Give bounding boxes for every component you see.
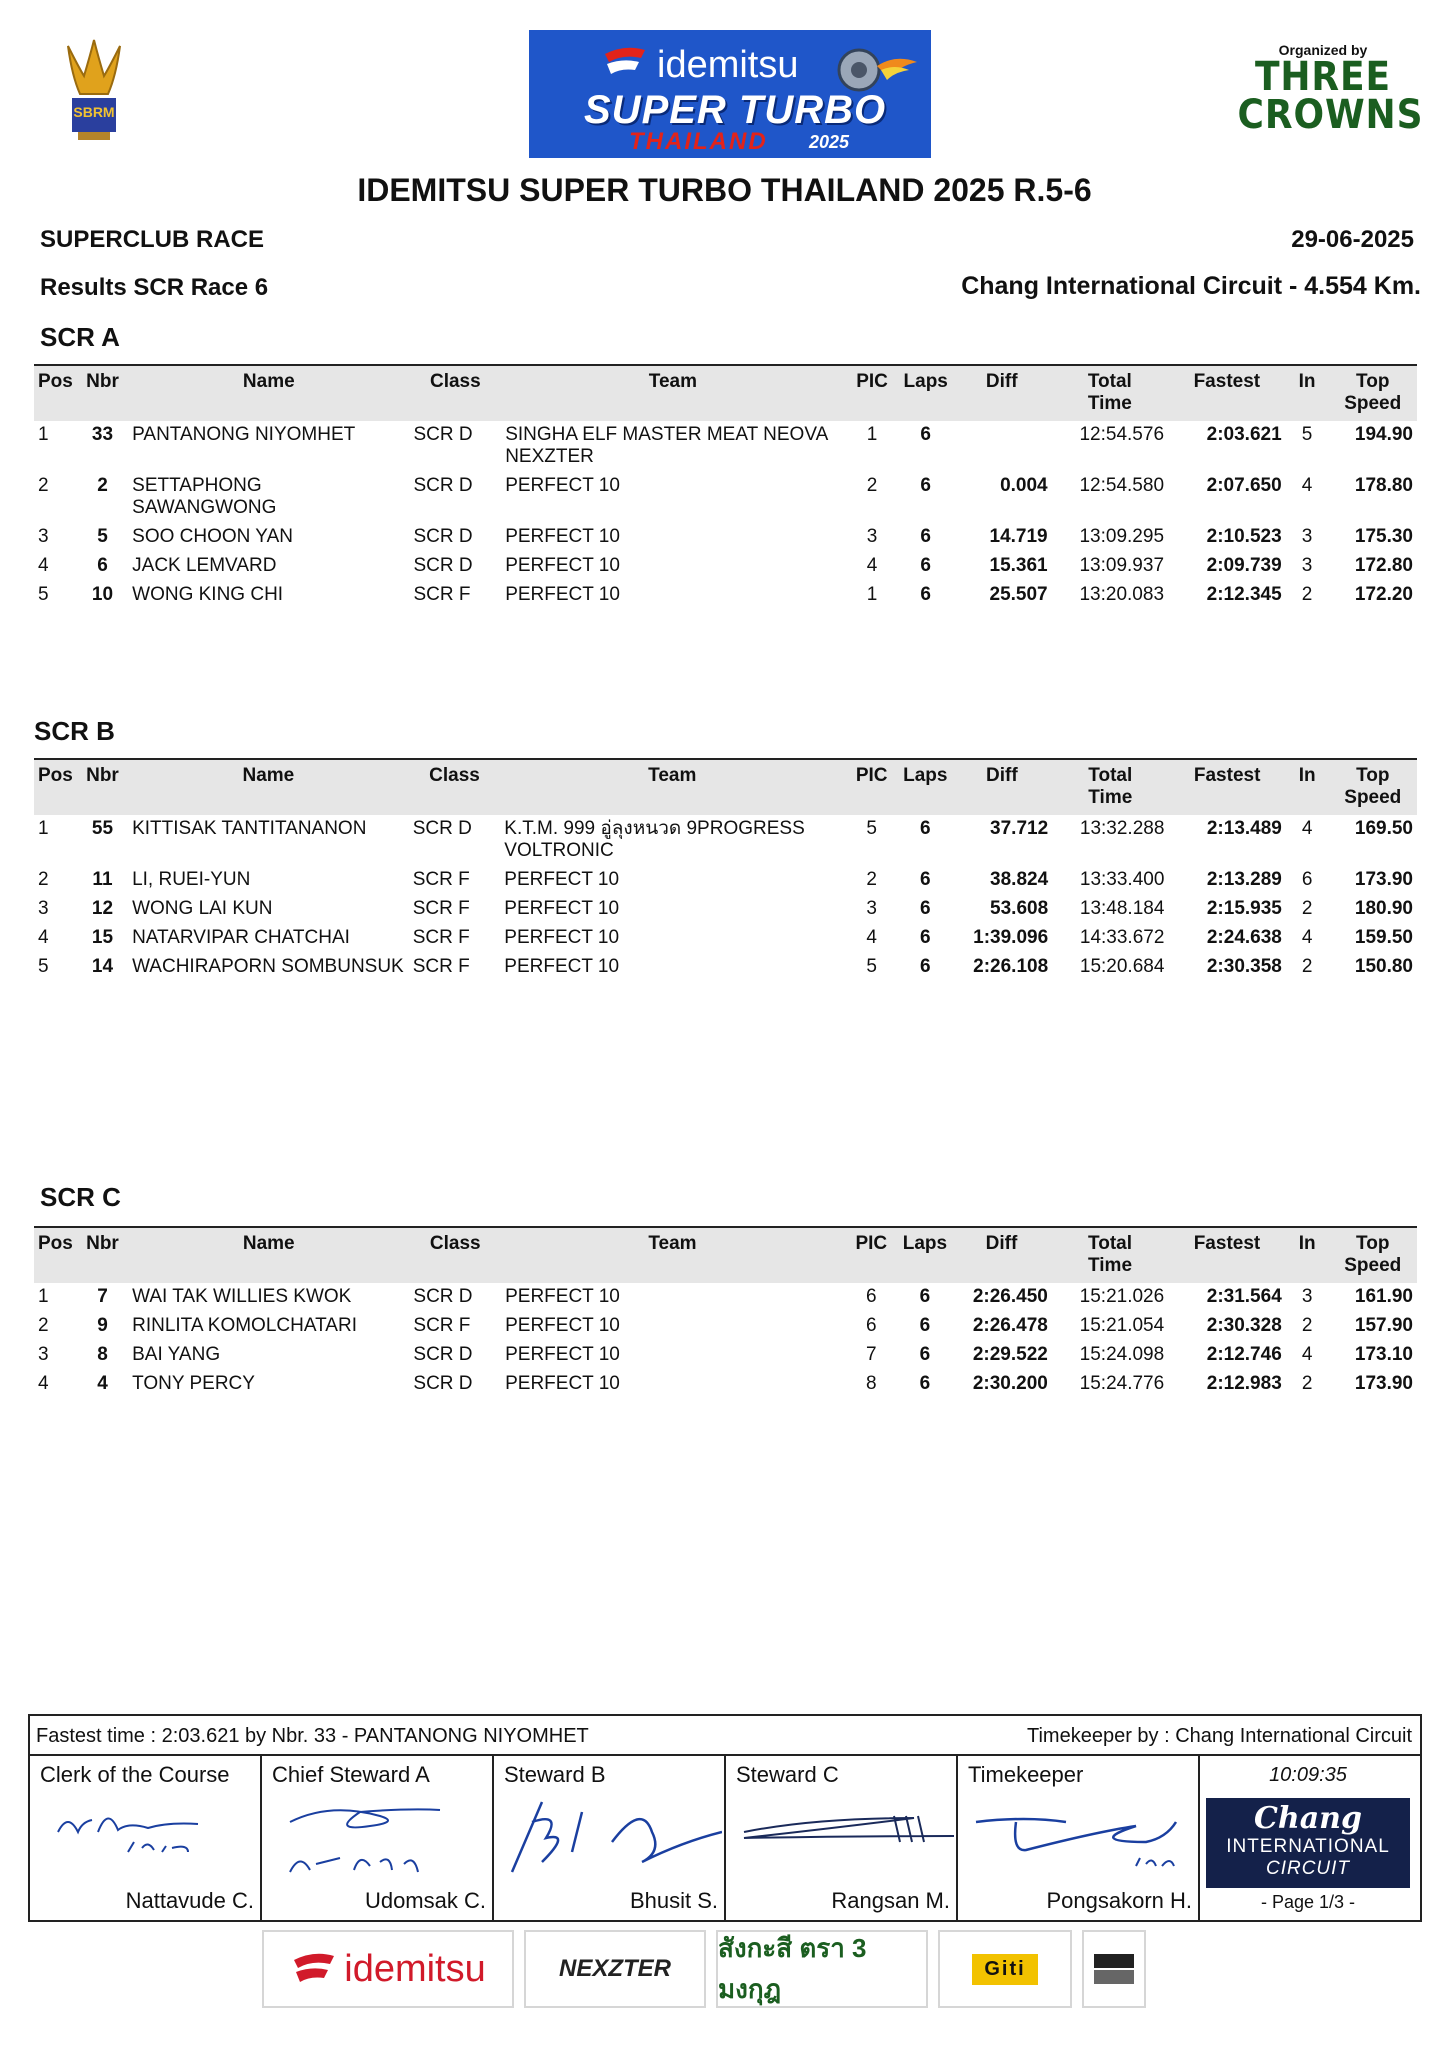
cell-team: PERFECT 10	[504, 869, 620, 890]
handwritten-signature	[502, 1792, 722, 1882]
sponsor-giti-text: Giti	[972, 1954, 1037, 1985]
cell-pos: 1	[38, 1286, 49, 1307]
column-header-line: Top	[1356, 765, 1390, 786]
cell-name: SOO CHOON YAN	[132, 526, 293, 547]
cell-pic: 5	[866, 818, 877, 839]
column-header-pic: PIC	[855, 765, 888, 786]
cell-nbr: 7	[97, 1286, 108, 1307]
signer-name: Nattavude C.	[125, 1888, 254, 1913]
column-header-pos: Pos	[38, 765, 73, 786]
cell-laps: 6	[919, 1373, 931, 1394]
column-header-total	[1052, 1227, 1168, 1283]
cell-nbr: 4	[97, 1373, 108, 1394]
section-title-scr-c: SCR C	[40, 1182, 121, 1212]
cell-diff: 2:26.478	[972, 1315, 1048, 1336]
cell-total: 15:21.026	[1079, 1286, 1165, 1307]
cell-nbr: 9	[97, 1315, 108, 1336]
cell-top: 159.50	[1354, 927, 1413, 948]
cell-fastest: 2:09.739	[1206, 555, 1282, 576]
cell-pos: 4	[38, 927, 49, 948]
column-header-line: Speed	[1344, 393, 1402, 414]
cell-team: PERFECT 10	[505, 475, 620, 496]
fastest-time-summary: Fastest time : 2:03.621 by Nbr. 33 - PANTANONG NIYOMHET	[36, 1725, 589, 1747]
cell-in: 2	[1301, 898, 1313, 919]
cell-name: WONG LAI KUN	[132, 898, 273, 919]
chang-logo-word: Chang	[1254, 1801, 1362, 1836]
cell-laps: 6	[919, 1286, 931, 1307]
cell-in: 4	[1301, 927, 1313, 948]
cell-top: 173.90	[1354, 1373, 1413, 1394]
cell-team: PERFECT 10	[505, 526, 620, 547]
column-header-top	[1328, 365, 1417, 421]
column-header-pos: Pos	[38, 1233, 73, 1254]
column-header-diff: Diff	[985, 1233, 1018, 1254]
event-title: IDEMITSU SUPER TURBO THAILAND 2025 R.5-6	[357, 172, 1092, 208]
idemitsu-flag-icon	[601, 44, 649, 89]
signature-role: Clerk of the Course	[40, 1762, 230, 1787]
table-header-row	[34, 365, 1417, 421]
cell-pos: 1	[38, 818, 49, 839]
results-table-scr-b	[34, 758, 1417, 982]
cell-fastest: 2:10.523	[1206, 526, 1282, 547]
sponsor-nexzter-text: NEXZTER	[558, 1955, 671, 1982]
column-header-line: Top	[1356, 1233, 1390, 1254]
cell-top: 173.10	[1354, 1344, 1413, 1365]
cell-top: 180.90	[1354, 898, 1413, 919]
table-row	[34, 1283, 1417, 1312]
cell-laps: 6	[919, 1315, 931, 1336]
cell-class: SCR D	[413, 555, 473, 576]
cell-pic: 1	[866, 424, 878, 445]
cell-total: 12:54.576	[1079, 424, 1165, 445]
column-header-class: Class	[429, 765, 480, 786]
cell-fastest: 2:30.328	[1206, 1315, 1282, 1336]
sponsor-bar	[262, 1930, 1192, 2008]
signature-cell-clerk	[30, 1756, 262, 1922]
cell-pic: 8	[866, 1373, 877, 1394]
cell-in: 4	[1301, 1344, 1313, 1365]
cell-laps: 6	[920, 526, 931, 547]
cell-team: SINGHA ELF MASTER MEAT NEOVA NEXZTER	[505, 424, 828, 467]
cell-laps: 6	[920, 956, 931, 977]
cell-name: WACHIRAPORN SOMBUNSUK	[132, 956, 404, 977]
cell-in: 3	[1301, 526, 1313, 547]
cell-class: SCR D	[412, 818, 472, 839]
cell-class: SCR F	[412, 927, 470, 948]
cell-diff: 1:39.096	[973, 927, 1049, 948]
cell-total: 13:09.937	[1079, 555, 1165, 576]
table-row	[34, 866, 1417, 895]
signature-cell-timekeeper	[958, 1756, 1200, 1922]
table-row	[34, 1341, 1417, 1370]
cell-class: SCR D	[413, 1373, 473, 1394]
cell-diff: 15.361	[989, 555, 1048, 576]
cell-top: 175.30	[1354, 526, 1413, 547]
cell-nbr: 12	[91, 898, 114, 919]
race-date: 29-06-2025	[1291, 226, 1414, 253]
column-header-total	[1052, 365, 1168, 421]
organizer-logo	[1228, 42, 1424, 142]
small-sponsor-icon	[1092, 1952, 1136, 1986]
cell-diff: 0.004	[1000, 475, 1048, 496]
cell-total: 15:24.098	[1079, 1344, 1165, 1365]
cell-team: PERFECT 10	[505, 584, 620, 605]
column-header-laps: Laps	[903, 765, 948, 786]
cell-laps: 6	[920, 555, 931, 576]
column-header-pic: PIC	[856, 371, 888, 392]
cell-nbr: 55	[91, 818, 114, 839]
signature-role: Timekeeper	[968, 1762, 1084, 1787]
cell-pic: 5	[866, 956, 877, 977]
publish-time: 10:09:35	[1269, 1764, 1347, 1786]
handwritten-signature	[734, 1792, 954, 1872]
table-row	[34, 1370, 1417, 1399]
cell-fastest: 2:24.638	[1206, 927, 1282, 948]
race-label: SUPERCLUB RACE	[40, 226, 265, 253]
cell-laps: 6	[919, 1344, 931, 1365]
cell-top: 169.50	[1354, 818, 1413, 839]
cell-diff: 14.719	[989, 526, 1048, 547]
cell-pic: 7	[866, 1344, 877, 1365]
column-header-top	[1329, 759, 1417, 815]
sponsor-small-logo	[1082, 1930, 1146, 2008]
organized-by-label: Organized by	[1278, 42, 1368, 58]
cell-laps: 6	[920, 869, 931, 890]
cell-total: 12:54.580	[1079, 475, 1165, 496]
cell-class: SCR F	[412, 956, 470, 977]
column-header-nbr: Nbr	[86, 371, 119, 392]
chang-logo-international: INTERNATIONAL	[1226, 1836, 1390, 1857]
cell-name: NATARVIPAR CHATCHAI	[132, 927, 350, 948]
table-row	[34, 472, 1417, 523]
cell-name: LI, RUEI-YUN	[132, 869, 251, 890]
cell-pic: 4	[866, 927, 877, 948]
column-header-class: Class	[429, 371, 481, 392]
sbrm-logo	[58, 36, 130, 146]
handwritten-signature	[270, 1792, 480, 1882]
cell-team: PERFECT 10	[505, 1315, 620, 1336]
cell-pic: 6	[866, 1315, 877, 1336]
cell-fastest: 2:31.564	[1206, 1286, 1282, 1307]
signature-cell-steward-c	[726, 1756, 958, 1922]
chang-circuit-logo	[1206, 1798, 1410, 1888]
cell-in: 4	[1301, 818, 1313, 839]
cell-name: TONY PERCY	[132, 1373, 255, 1394]
cell-pos: 4	[38, 1373, 49, 1394]
column-header-nbr: Nbr	[86, 765, 119, 786]
column-header-line: Time	[1088, 787, 1133, 808]
table-header-row	[34, 759, 1417, 815]
cell-top: 157.90	[1354, 1315, 1413, 1336]
cell-team: PERFECT 10	[504, 927, 620, 948]
cell-pic: 2	[866, 475, 878, 496]
cell-pos: 3	[38, 898, 49, 919]
cell-diff: 2:26.450	[972, 1286, 1048, 1307]
table-header-row	[34, 1227, 1417, 1283]
column-header-team: Team	[648, 1233, 697, 1254]
cell-nbr: 15	[91, 927, 114, 948]
cell-name: SETTAPHONG SAWANGWONG	[132, 475, 277, 518]
cell-fastest: 2:03.621	[1206, 424, 1282, 445]
event-logo-super-turbo: SUPER TURBO	[584, 88, 887, 132]
section-title-scr-a: SCR A	[40, 322, 120, 352]
column-header-line: Total	[1087, 371, 1132, 392]
column-header-team: Team	[648, 371, 697, 392]
circuit-label: Chang International Circuit - 4.554 Km.	[961, 272, 1421, 300]
column-header-name: Name	[242, 765, 295, 786]
cell-pos: 2	[38, 1315, 49, 1336]
cell-diff: 53.608	[990, 898, 1049, 919]
column-header-diff: Diff	[986, 765, 1018, 786]
cell-top: 150.80	[1354, 956, 1413, 977]
cell-name: WAI TAK WILLIES KWOK	[132, 1286, 352, 1307]
cell-in: 2	[1301, 1315, 1313, 1336]
cell-fastest: 2:12.983	[1206, 1373, 1282, 1394]
cell-laps: 6	[920, 584, 931, 605]
table-row	[34, 552, 1417, 581]
cell-laps: 6	[920, 927, 931, 948]
column-header-in: In	[1298, 765, 1316, 786]
cell-pos: 5	[38, 584, 49, 605]
cell-pic: 3	[866, 898, 877, 919]
cell-nbr: 10	[91, 584, 114, 605]
cell-laps: 6	[920, 475, 931, 496]
column-header-top	[1329, 1227, 1418, 1283]
event-logo-idemitsu: idemitsu	[657, 44, 799, 86]
table-row	[34, 895, 1417, 924]
cell-laps: 6	[920, 898, 931, 919]
cell-total: 13:32.288	[1079, 818, 1165, 839]
cell-total: 13:09.295	[1079, 526, 1165, 547]
cell-name: JACK LEMVARD	[132, 555, 277, 576]
table-row	[34, 924, 1417, 953]
column-header-line: Time	[1088, 1255, 1133, 1276]
column-header-laps: Laps	[902, 1233, 948, 1254]
cell-pic: 6	[866, 1286, 877, 1307]
cell-fastest: 2:12.345	[1206, 584, 1282, 605]
cell-fastest: 2:13.489	[1206, 818, 1282, 839]
cell-laps: 6	[920, 424, 931, 445]
cell-fastest: 2:30.358	[1206, 956, 1282, 977]
table-row	[34, 953, 1417, 982]
signature-role: Steward C	[736, 1762, 839, 1787]
cell-in: 3	[1301, 1286, 1313, 1307]
cell-class: SCR F	[413, 1315, 471, 1336]
cell-pos: 3	[38, 526, 49, 547]
column-header-line: Speed	[1344, 1255, 1402, 1276]
section-title-scr-b: SCR B	[34, 716, 115, 746]
cell-team: PERFECT 10	[505, 1373, 620, 1394]
cell-total: 15:20.684	[1079, 956, 1165, 977]
cell-pic: 2	[866, 869, 877, 890]
column-header-total	[1052, 759, 1168, 815]
cell-name: KITTISAK TANTITANANON	[132, 818, 367, 839]
cell-team: PERFECT 10	[505, 1344, 620, 1365]
footer-info-bar	[30, 1716, 1420, 1756]
cell-top: 172.80	[1354, 555, 1413, 576]
cell-nbr: 5	[97, 526, 108, 547]
column-header-in: In	[1298, 371, 1316, 392]
cell-total: 13:48.184	[1079, 898, 1165, 919]
cell-team: PERFECT 10	[504, 898, 620, 919]
cell-name: PANTANONG NIYOMHET	[132, 424, 356, 445]
column-header-line: Total	[1088, 1233, 1133, 1254]
cell-top: 172.20	[1354, 584, 1413, 605]
results-label: Results SCR Race 6	[40, 274, 269, 301]
handwritten-signature	[38, 1792, 248, 1872]
cell-in: 5	[1301, 424, 1313, 445]
results-table-scr-c	[34, 1226, 1417, 1399]
table-row	[34, 581, 1417, 610]
cell-total: 13:33.400	[1079, 869, 1165, 890]
cell-nbr: 33	[91, 424, 114, 445]
column-header-fastest: Fastest	[1193, 1233, 1261, 1254]
signer-name: Bhusit S.	[629, 1888, 718, 1913]
table-row	[34, 1312, 1417, 1341]
cell-class: SCR F	[412, 869, 470, 890]
cell-fastest: 2:15.935	[1206, 898, 1282, 919]
idemitsu-flag-icon	[290, 1950, 336, 1988]
cell-class: SCR D	[413, 475, 473, 496]
signer-name: Pongsakorn H.	[1046, 1888, 1192, 1913]
cell-team: PERFECT 10	[504, 956, 620, 977]
sponsor-thai-text: สังกะสี ตรา 3 มงกุฎ	[718, 1933, 867, 2004]
cell-in: 6	[1301, 869, 1313, 890]
cell-class: SCR D	[413, 424, 473, 445]
cell-pos: 4	[38, 555, 49, 576]
cell-in: 3	[1301, 555, 1313, 576]
cell-fastest: 2:12.746	[1206, 1344, 1282, 1365]
column-header-line: Speed	[1344, 787, 1402, 808]
timekeeper-by: Timekeeper by : Chang International Circuit	[1027, 1725, 1412, 1747]
cell-nbr: 11	[92, 869, 113, 890]
column-header-line: Total	[1088, 765, 1133, 786]
column-header-name: Name	[242, 371, 295, 392]
cell-team: PERFECT 10	[505, 1286, 620, 1307]
cell-diff: 2:26.108	[973, 956, 1049, 977]
column-header-pic: PIC	[855, 1233, 888, 1254]
chang-logo-circuit: CIRCUIT	[1265, 1858, 1351, 1879]
column-header-name: Name	[242, 1233, 295, 1254]
cell-fastest: 2:07.650	[1206, 475, 1282, 496]
column-header-team: Team	[648, 765, 697, 786]
cell-pos: 2	[38, 475, 49, 496]
cell-top: 178.80	[1354, 475, 1413, 496]
cell-diff: 25.507	[989, 584, 1048, 605]
cell-total: 15:24.776	[1079, 1373, 1165, 1394]
cell-pic: 1	[866, 584, 878, 605]
table-row	[34, 421, 1417, 472]
column-header-class: Class	[429, 1233, 481, 1254]
cell-class: SCR D	[413, 1344, 473, 1365]
table-row	[34, 815, 1417, 866]
cell-nbr: 8	[97, 1344, 108, 1365]
cell-nbr: 6	[97, 555, 108, 576]
cell-name: RINLITA KOMOLCHATARI	[132, 1315, 357, 1336]
organizer-brand-line2: CROWNS	[1237, 92, 1424, 138]
signature-cell-chief-steward-a	[262, 1756, 494, 1922]
event-logo-year: 2025	[809, 132, 850, 152]
cell-top: 194.90	[1354, 424, 1413, 445]
organizer-brand-line1: THREE	[1254, 54, 1392, 100]
cell-fastest: 2:13.289	[1206, 869, 1282, 890]
cell-diff: 2:30.200	[972, 1373, 1048, 1394]
cell-team: PERFECT 10	[505, 555, 620, 576]
cell-diff: 38.824	[990, 869, 1049, 890]
cell-nbr: 14	[91, 956, 114, 977]
cell-pic: 4	[866, 555, 878, 576]
cell-class: SCR F	[412, 898, 470, 919]
cell-name: BAI YANG	[132, 1344, 221, 1365]
cell-pos: 3	[38, 1344, 49, 1365]
cell-total: 15:21.054	[1079, 1315, 1165, 1336]
column-header-in: In	[1298, 1233, 1316, 1254]
column-header-pos: Pos	[38, 371, 73, 392]
cell-nbr: 2	[97, 475, 108, 496]
signature-role: Steward B	[504, 1762, 606, 1787]
sbrm-logo-text: SBRM	[73, 104, 115, 120]
cell-laps: 6	[920, 818, 931, 839]
column-header-line: Time	[1087, 393, 1132, 414]
cell-pos: 2	[38, 869, 49, 890]
column-header-fastest: Fastest	[1193, 765, 1261, 786]
handwritten-signature	[966, 1792, 1196, 1882]
cell-name: WONG KING CHI	[132, 584, 284, 605]
sponsor-giti	[938, 1930, 1072, 2008]
cell-top: 161.90	[1354, 1286, 1413, 1307]
sponsor-idemitsu-text: idemitsu	[344, 1947, 486, 1990]
cell-team: K.T.M. 999 อู่ลุงหนวด 9PROGRESS VOLTRONIC	[504, 818, 805, 861]
cell-in: 4	[1301, 475, 1313, 496]
cell-pic: 3	[866, 526, 878, 547]
column-header-nbr: Nbr	[86, 1233, 119, 1254]
column-header-diff: Diff	[985, 371, 1018, 392]
cell-pos: 5	[38, 956, 49, 977]
cell-in: 2	[1301, 584, 1313, 605]
sponsor-three-crowns-thai	[716, 1930, 928, 2008]
cell-diff: 2:29.522	[972, 1344, 1048, 1365]
event-logo	[529, 30, 931, 158]
event-logo-thailand: THAILAND	[629, 128, 768, 155]
cell-diff: 37.712	[990, 818, 1049, 839]
cell-class: SCR F	[413, 584, 471, 605]
cell-in: 2	[1301, 956, 1313, 977]
signer-name: Udomsak C.	[364, 1888, 486, 1913]
sponsor-nexzter	[524, 1930, 706, 2008]
cell-in: 2	[1301, 1373, 1313, 1394]
signature-cell-steward-b	[494, 1756, 726, 1922]
cell-class: SCR D	[413, 1286, 473, 1307]
column-header-line: Top	[1356, 371, 1390, 392]
results-table-scr-a	[34, 364, 1417, 610]
cell-total: 13:20.083	[1079, 584, 1165, 605]
column-header-laps: Laps	[903, 371, 948, 392]
cell-pos: 1	[38, 424, 49, 445]
table-row	[34, 523, 1417, 552]
officials-box	[28, 1714, 1422, 1922]
sponsor-idemitsu	[262, 1930, 514, 2008]
official-stamp-area	[1196, 1756, 1420, 1922]
signature-role: Chief Steward A	[272, 1762, 430, 1787]
cell-total: 14:33.672	[1079, 927, 1165, 948]
cell-class: SCR D	[413, 526, 473, 547]
cell-top: 173.90	[1354, 869, 1413, 890]
column-header-fastest: Fastest	[1193, 371, 1261, 392]
signer-name: Rangsan M.	[831, 1888, 950, 1913]
page-number: - Page 1/3 -	[1260, 1892, 1356, 1912]
cell-diff	[952, 421, 1052, 472]
